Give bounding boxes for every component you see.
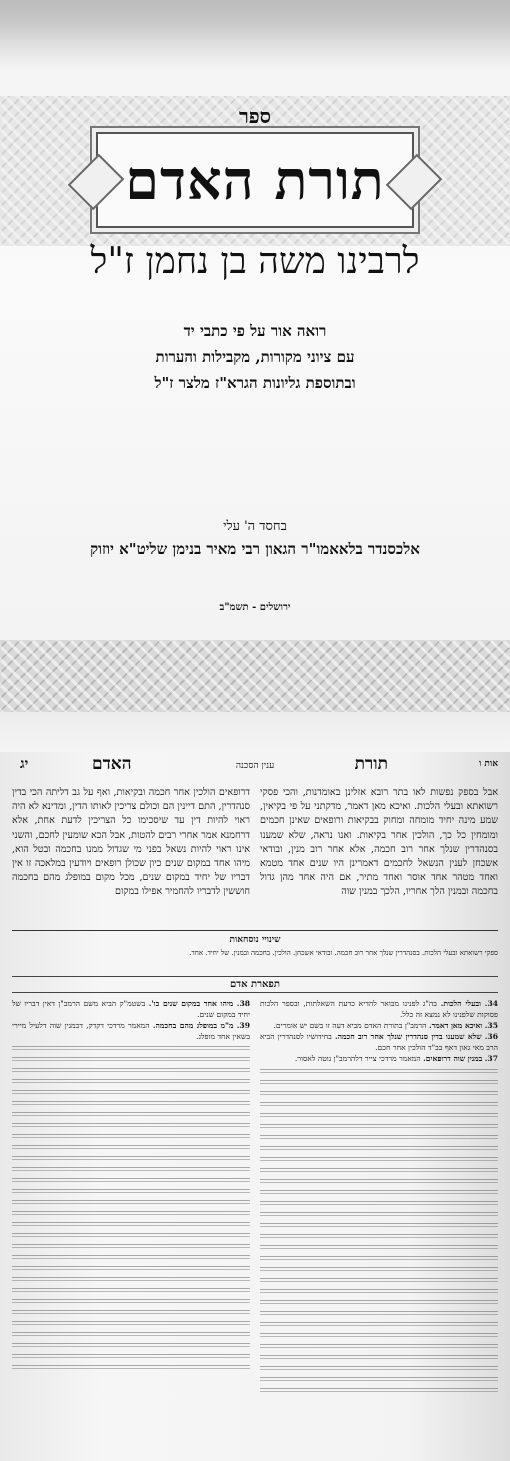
note-number: 36. (484, 1032, 498, 1042)
note-text: המאמר מרדכי דקדק, דבמנין שוה דלעיל מיירי בשאין אחד מופלג. (12, 1021, 250, 1042)
subtitle-line: עם ציוני מקורות, מקבילות והערות (155, 348, 355, 366)
commentary-left-column (12, 998, 250, 1399)
note-lemma: מיהו אחד במקום שנים כו'. (148, 999, 234, 1008)
commentary-note (260, 1020, 498, 1031)
note-lemma: ובעלי הלכות. (440, 999, 481, 1008)
subtitle-line: ובתוספת גליונות הגרא"ז מלצר ז"ל (154, 374, 356, 392)
note-text: הרמב"ן בתורת האדם מביא דעה זו בשם יש אומרים. (273, 1021, 427, 1031)
page-top-margin (0, 712, 510, 752)
page-edge-shadow (0, 0, 510, 70)
commentary-note (12, 1020, 250, 1042)
title-page-photo (0, 0, 510, 712)
note-number: 39. (236, 1021, 250, 1031)
main-text-left-column: דרופאים הולכין אחר חכמה ובקיאות, ואף על גב דליתה הכי בדין סנהדרין, התם דיינין הם וכולם צריכין לאותו הדין, ומדינא לא היה ראוי להיות דין עד שיסכימו כל הצריכין לדעת אחת, אלא דרחמנא אמר אחרי רבים להטות, אבל הכא שומעין לחכם, והשני אינו ראוי להיות נשאל בפני מי שגדול ממנו בחכמה ובטל הוא, מיהו אחד במקום שנים כיון שכולן רופאים ויודעין במלאכה זו אין דבריו של יחיד במקום שנים, מכל מקום במופלג מהם בחכמה חוששין לדבריו להחמיר אפילו במקום (12, 787, 250, 898)
main-text-right-column: אבל בספק נפשות לאו בתר רובא אזלינן באומדנות, והכי פסקי רשואתא ובעלי הלכות. ואיכא מאן דאמר, מדקתני על פי בקיאין, שמע מינה יחיד מומחה ומחוק בבקיאות ורופאים שאינן חכמים ומומחין כל כך, הולכין אחר בקיאות. ואנו נראה, שלא שמענו בסנהדרין שנלך אחר רוב חכמה, אלא אחר רוב מנין, ובודאי אשכחן לענין הנשאל לחכמים דאמרינן היו שנים אחד מטמא ואחד מטהר אחד אוסר ואחד מתיר, אם היה אחד מהן גדול בחכמה ובמנין הלך אחריו, הלכך במנין שוה (260, 787, 498, 898)
publisher-intro: בחסד ה' עלי (223, 519, 287, 534)
commentary-right-column (260, 998, 498, 1399)
commentary-heading: תפארת אדם (12, 976, 498, 993)
note-number: 38. (236, 999, 251, 1008)
note-text: בשטמ"ק הביא משם הרמב"ן דאין דבריו של יחיד במקום שנים. (12, 999, 250, 1020)
sefer-label: ספר (238, 104, 272, 128)
commentary-continuation-text (260, 1069, 498, 1399)
running-head-title-right: תורת (354, 754, 388, 774)
author-line: לרבינו משה בן נחמן ז"ל (90, 241, 420, 282)
publisher-name: אלכסנדר בלאאמו"ר הגאון רבי מאיר בנימן שליט"א יוזוק (90, 540, 420, 558)
note-lemma: במנין שוה דרופאים. (423, 1054, 483, 1064)
text-page-photo (0, 712, 510, 1461)
page-number: יג (20, 756, 29, 772)
book-title: תורת האדם (125, 148, 385, 212)
variant-readings-text: ספקי רשואתא ובעלי הלכות. בסנהדרין שנלך אחר רוב חכמה. ובודאי אשכחן. הולכין. בחכמה ובמנין. של יחיד. אחד. (189, 949, 498, 957)
variant-readings (12, 930, 498, 958)
note-number: 37. (484, 1054, 498, 1064)
title-frame (96, 132, 414, 228)
commentary-note (260, 998, 498, 1020)
decorative-pattern-bottom (0, 640, 510, 712)
note-text: בחידושיו לסנהדרין הביא הרב מאי גאון דאף בב"ד הולכין אחר חכם. (260, 1032, 498, 1053)
commentary (12, 998, 498, 1399)
note-text: המאמר מרדכי צייר דלהרמב"ן נוטה לאסור. (294, 1054, 421, 1064)
commentary-note (260, 1053, 498, 1064)
note-lemma: מ"מ במופלג מהם בחכמה. (152, 1021, 234, 1031)
subtitle-line: רואה אור על פי כתבי יד (183, 322, 327, 340)
variant-readings-heading: שינויי נוסחאות (229, 935, 281, 945)
running-head-title-left: האדם (92, 754, 132, 774)
running-head (12, 756, 498, 778)
running-head-section: אות ו (478, 759, 498, 769)
place-date: ירושלים - תשמ"ב (219, 602, 291, 613)
commentary-note (12, 998, 250, 1020)
note-lemma: ואיכא מאן דאמר. (428, 1021, 483, 1031)
note-number: 34. (484, 999, 499, 1008)
main-text (12, 786, 498, 900)
note-number: 35. (484, 1021, 498, 1031)
note-lemma: שלא שמענו בדין סנהדרין שנלך אחר רוב חכמה. (334, 1032, 482, 1042)
subtitle-block (0, 318, 510, 396)
note-text: בה"ג לפנינו מבואר להדיא כדעת השאלתות, ובספר הלכות פסוקות שלפנינו לא נמצא זה כלל. (260, 999, 498, 1020)
running-head-topic: ענין הסכנה (235, 761, 275, 771)
commentary-continuation-text (12, 1046, 250, 1376)
commentary-note (260, 1031, 498, 1053)
